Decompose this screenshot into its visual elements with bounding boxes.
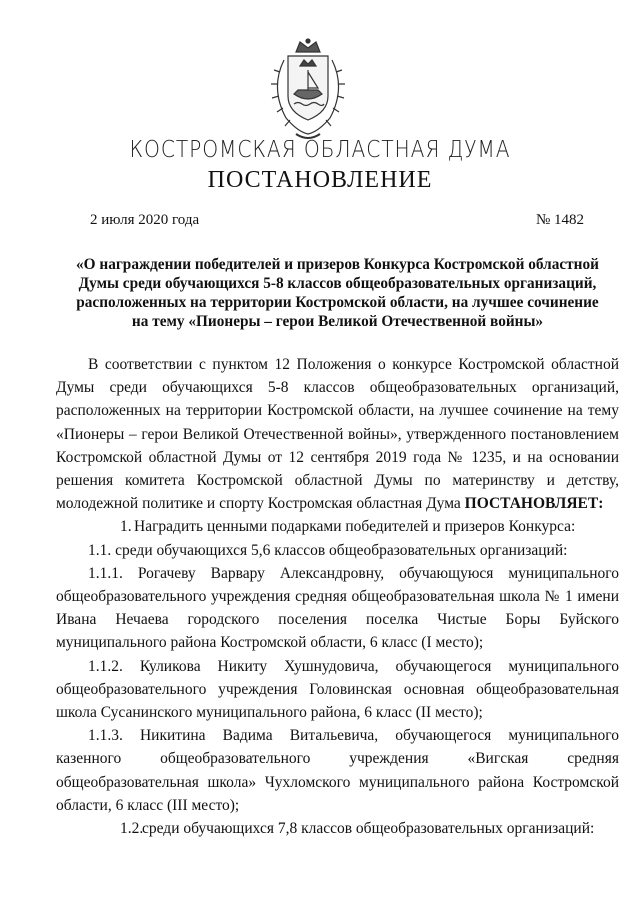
item-1 (56, 515, 619, 538)
item-1-1-1: 1.1.1. Рогачеву Варвару Александровну, обучающуюся муниципального общеобразовательного учреждения средняя общеобразовательная школа № 1 имени Ивана Нечаева городского поселения поселка Чистые Боры Буйского муниципального района Костромской области, 6 класс (I место); (56, 564, 619, 652)
coat-of-arms-emblem (260, 38, 356, 146)
item-number: 1. (120, 518, 132, 536)
document-number: № 1482 (535, 212, 584, 228)
title-line: на тему «Пионеры – герои Великой Отечественной войны» (131, 313, 544, 330)
organization-name: КОСТРОМСКАЯ ОБЛАСТНАЯ ДУМА (129, 137, 511, 163)
title-line: расположенных на территории Костромской области, на лучшее сочинение (76, 294, 599, 311)
title-line: «О награждении победителей и призеров Конкурса Костромской областной (76, 256, 599, 273)
item-1-1: 1.1. среди обучающихся 5,6 классов общеобразовательных организаций: (88, 541, 568, 559)
item-number: 1.2. (120, 820, 144, 838)
resolution-title (60, 255, 615, 331)
item-1-1-3: 1.1.3. Никитина Вадима Витальевича, обучающегося муниципального казенного общеобразовательного учреждения «Вигская средняя общеобразовательная школа» Чухломского муниципального района Костромской области, 6 класс (III место); (56, 727, 619, 814)
preamble-paragraph (56, 353, 619, 515)
resolution-body (56, 353, 619, 840)
title-line: Думы среди обучающихся 5-8 классов общеобразовательных организаций, (78, 275, 597, 292)
document-date: 2 июля 2020 года (90, 212, 200, 228)
item-1-1-2: 1.1.2. Куликова Никиту Хушнудовича, обучающегося муниципального общеобразовательного учреждения Головинская основная общеобразовательная школа Сусанинского муниципального района, 6 класс (II место); (56, 657, 619, 722)
item-text: Наградить ценными подарками победителей и призеров Конкурса: (134, 518, 576, 536)
item-text: среди обучающихся 7,8 классов общеобразовательных организаций: (142, 820, 595, 838)
document-type: ПОСТАНОВЛЕНИЕ (207, 167, 433, 193)
preamble-text: В соответствии с пунктом 12 Положения о конкурсе Костромской областной Думы среди обучающихся 5-8 классов общеобразовательных организаций, расположенных на территории Костромской области, на лучшее сочинение на тему «Пионеры – герои Великой Отечественной войны», утвержденного постановлением Костромской областной Думы от 12 сентября 2019 года № 1235, и на основании решения комитета Костромской областной Думы по материнству и детству, молодежной политике и спорту Костромская областная Дума (56, 356, 619, 513)
item-1-2 (56, 817, 619, 840)
preamble-decree: ПОСТАНОВЛЯЕТ: (464, 495, 604, 513)
